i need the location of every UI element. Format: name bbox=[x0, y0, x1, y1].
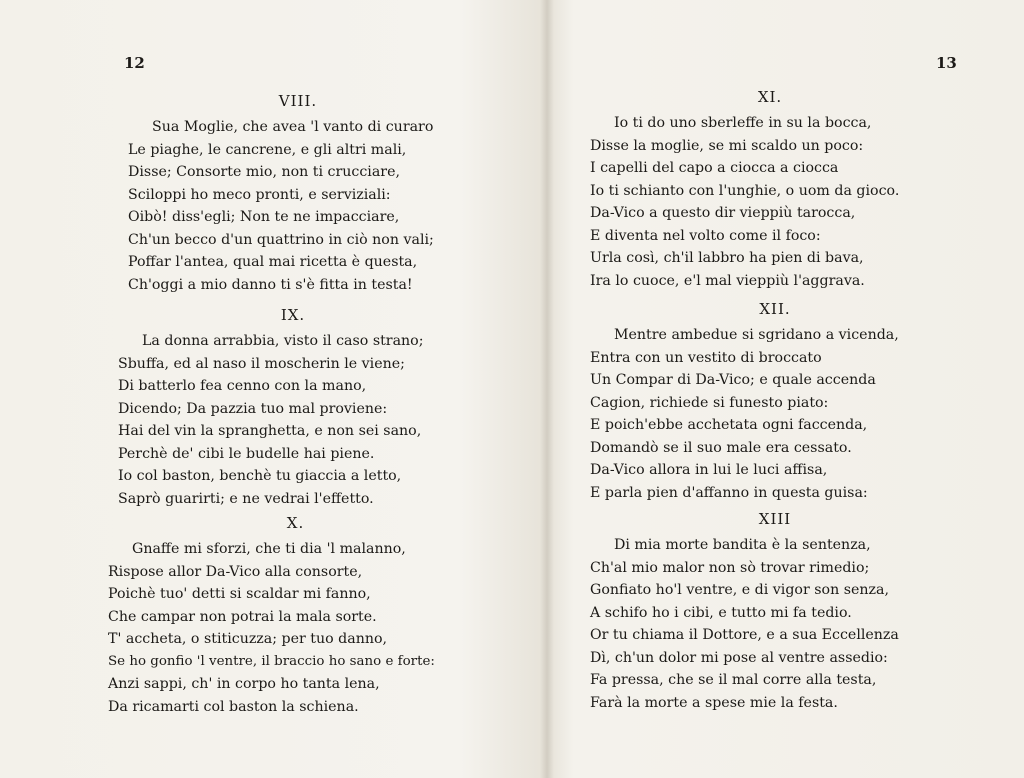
verse-line: Le piaghe, le cancrene, e gli altri mali, bbox=[128, 141, 407, 158]
verse-line: Gnaffe mi sforzi, che ti dia 'l malanno, bbox=[132, 541, 406, 557]
verse-line: Ch'al mio malor non sò trovar rimedio; bbox=[590, 559, 870, 576]
verse-line: Disse; Consorte mio, non ti crucciare, bbox=[128, 164, 400, 180]
verse-line: Or tu chiama il Dottore, e a sua Eccellenza bbox=[590, 627, 899, 643]
verse-line: Se ho gonfio 'l ventre, il braccio ho sano e forte: bbox=[108, 653, 435, 669]
verse-line: Farà la morte a spese mie la festa. bbox=[590, 694, 838, 711]
verse-line: Di batterlo fea cenno con la mano, bbox=[118, 378, 367, 394]
verse-line: Gonfiato ho'l ventre, e di vigor son senza, bbox=[590, 582, 889, 598]
verse-line: Da-Vico allora in lui le luci affisa, bbox=[590, 462, 828, 478]
verse-line: Cagion, richiede si funesto piato: bbox=[590, 394, 829, 411]
verse-line: Ch'un becco d'un quattrino in ciò non vali; bbox=[128, 231, 434, 248]
stanza-title: XIII bbox=[758, 510, 792, 528]
verse-line: Domandò se il suo male era cessato. bbox=[590, 439, 852, 456]
verse-line: Anzi sappi, ch' in corpo ho tanta lena, bbox=[108, 676, 380, 692]
page-number: 12 bbox=[124, 54, 145, 72]
stanza-title: VIII. bbox=[278, 92, 318, 110]
verse-line: E poich'ebbe acchetata ogni faccenda, bbox=[590, 417, 868, 433]
book-gutter bbox=[540, 0, 554, 778]
stanza-ix bbox=[118, 306, 468, 510]
verse-line: A schifo ho i cibi, e tutto mi fa tedio. bbox=[590, 604, 852, 621]
verse-line: Mentre ambedue si sgridano a vicenda, bbox=[614, 327, 899, 343]
verse-line: E parla pien d'affanno in questa guisa: bbox=[590, 484, 868, 501]
verse-line: Disse la moglie, se mi scaldo un poco: bbox=[590, 137, 864, 154]
stanza-x bbox=[108, 514, 483, 718]
stanza-xiii bbox=[590, 510, 960, 714]
verse-line: Poichè tuo' detti si scaldar mi fanno, bbox=[108, 586, 371, 602]
verse-line: Ch'oggi a mio danno ti s'è fitta in testa! bbox=[128, 276, 413, 293]
page-number: 13 bbox=[936, 54, 957, 72]
verse-line: Fa pressa, che se il mal corre alla testa, bbox=[590, 672, 877, 688]
stanza-title: X. bbox=[286, 514, 305, 532]
verse-line: Saprò guarirti; e ne vedrai l'effetto. bbox=[118, 490, 374, 507]
stanza-title: XI. bbox=[757, 88, 783, 106]
verse-line: Io ti do uno sberleffe in su la bocca, bbox=[614, 115, 872, 131]
stanza-viii bbox=[128, 92, 468, 296]
verse-line: Dì, ch'un dolor mi pose al ventre assedio: bbox=[590, 649, 888, 666]
verse-line: Sbuffa, ed al naso il moscherin le viene; bbox=[118, 355, 405, 372]
verse-line: Poffar l'antea, qual mai ricetta è questa, bbox=[128, 254, 418, 270]
verse-line: Ira lo cuoce, e'l mal vieppiù l'aggrava. bbox=[590, 272, 865, 289]
verse-line: Dicendo; Da pazzia tuo mal proviene: bbox=[118, 400, 388, 417]
verse-line: Da ricamarti col baston la schiena. bbox=[108, 698, 359, 715]
verse-line: Io col baston, benchè tu giaccia a letto, bbox=[118, 468, 402, 484]
verse-line: Che campar non potrai la mala sorte. bbox=[108, 608, 377, 625]
verse-line: Di mia morte bandita è la sentenza, bbox=[614, 537, 871, 553]
verse-line: Sciloppi ho meco pronti, e serviziali: bbox=[128, 186, 391, 203]
stanza-title: IX. bbox=[280, 306, 306, 324]
verse-line: Entra con un vestito di broccato bbox=[590, 349, 822, 366]
verse-line: I capelli del capo a ciocca a ciocca bbox=[590, 160, 839, 176]
verse-line: Un Compar di Da-Vico; e quale accenda bbox=[590, 372, 876, 388]
verse-line: E diventa nel volto come il foco: bbox=[590, 227, 821, 244]
right-page bbox=[554, 0, 1024, 778]
stanza-title: XII. bbox=[759, 300, 791, 318]
stanza-xi bbox=[590, 88, 950, 292]
verse-line: Hai del vin la spranghetta, e non sei sano, bbox=[118, 423, 422, 439]
verse-line: Urla così, ch'il labbro ha pien di bava, bbox=[590, 250, 864, 266]
verse-line: Da-Vico a questo dir vieppiù tarocca, bbox=[590, 205, 856, 221]
verse-line: La donna arrabbia, visto il caso strano; bbox=[142, 333, 424, 349]
verse-line: Io ti schianto con l'unghie, o uom da gioco. bbox=[590, 182, 900, 199]
verse-line: Oibò! diss'egli; Non te ne impacciare, bbox=[128, 209, 400, 225]
verse-line: Rispose allor Da-Vico alla consorte, bbox=[108, 563, 363, 580]
verse-line: Perchè de' cibi le budelle hai piene. bbox=[118, 445, 375, 462]
stanza-xii bbox=[590, 300, 960, 504]
verse-line: T' accheta, o stiticuzza; per tuo danno, bbox=[108, 631, 388, 647]
verse-line: Sua Moglie, che avea 'l vanto di curaro bbox=[152, 119, 434, 135]
